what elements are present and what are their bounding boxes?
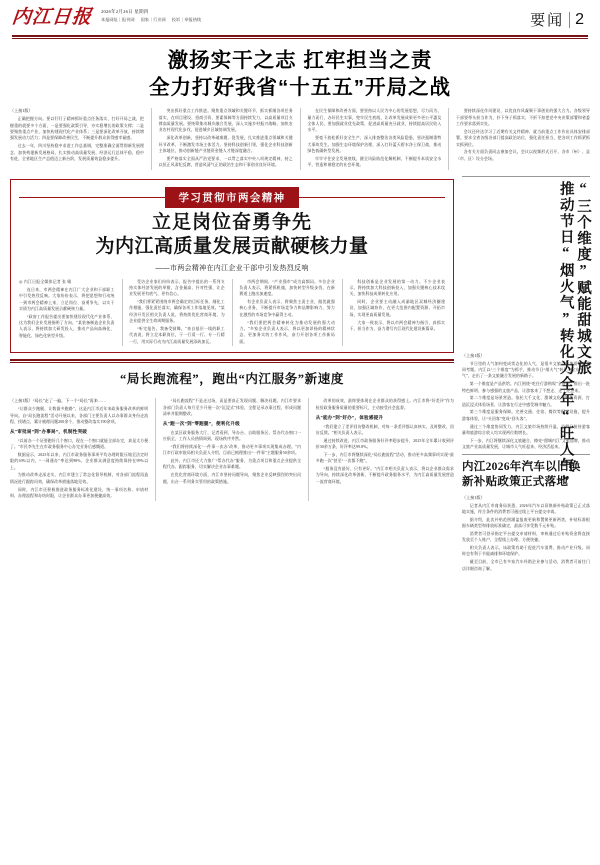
subhead: 从“跑一次”到“零跑腿”，便利化升级	[162, 421, 240, 427]
paragraph: 牢牢守住安全发展底线，健全风险防范化解机制，不断提升本质安全水平，营造和谐稳定的社会环境。	[307, 156, 442, 168]
column-rule	[122, 279, 123, 347]
column-rule	[155, 398, 156, 500]
lead-headline	[10, 38, 590, 108]
jump-note: （上接1版）	[462, 494, 485, 500]
paragraph: “以前办一个证要跑好几个窗口，现在一个窗口就能全部办完，真是太方便了。”市民李先生在市政务服务中心办完业务后感慨道。	[10, 438, 149, 450]
right-rail	[462, 172, 590, 573]
package-column-4	[349, 279, 445, 347]
banner-rule-right	[299, 197, 445, 198]
rail-vertical-headline-line1: “三个维度”赋能甜城文旅	[575, 180, 591, 376]
package-column-3	[239, 279, 335, 347]
masthead-link-2[interactable]: 国家｜行业网	[140, 16, 166, 22]
package-banner: 学习贯彻市两会精神	[165, 187, 298, 208]
column-rule	[448, 108, 449, 169]
paragraph: 连日来，市两会精神在内江广大企业和干部职工中引发热烈反响。大家纷纷表示，将把思想和行动统一到市两会精神上来，立足岗位、奋勇争先，以实干实绩为内江高质量发展贡献硬核力量。	[19, 288, 115, 311]
mid-rule	[10, 359, 454, 360]
column-rule	[342, 279, 343, 347]
paragraph: 第一个维度是产品供给。内江围绕“吃住行游购娱”全链条，推出一批特色鲜明、参与感强的文旅产品，让游客来了不想走、走了还想来。	[462, 382, 590, 393]
package-subheadline: ——市两会精神在内江企业干部中引发热烈反响	[155, 264, 309, 272]
paragraph: 大家一致表示，将以市两会精神为指引，真抓实干、担当作为，奋力谱写内江现代化建设新篇章。	[349, 320, 446, 331]
publication-date: 2026年2月26日 星期四	[101, 9, 149, 14]
masthead-meta	[101, 6, 206, 24]
lead-column-2	[159, 108, 293, 169]
paragraph: 受访企业家们纷纷表示，报告中提出的一系列支持实体经济发展的举措，含金量高、针对性强，让企业发展更有底气、更有信心。	[129, 279, 225, 297]
paragraph: 要毫不放松抓好安全生产，深入排查整治各类风险隐患，坚决遏制重特大事故发生。加强生态环境保护治理，深入打好蓝天碧水净土保卫战，推动绿色低碳转型发展。	[307, 136, 442, 153]
paragraph: 各有关方面负责同志参加会议。会议以视频形式召开，各市（州）、县（市、区）设分会场。	[455, 150, 591, 161]
byline: ◎ 内江日报全媒体记者 张 啸	[19, 278, 72, 284]
rail-vertical-headline-line2: 推动节日“烟火气”转化为全年“旺人气”	[557, 180, 574, 491]
paragraph: 正确把握方向。要以钉钉子精神抓好重点任务落实，打好开局之战，把握重的就要多个方面，一是要强化政策引导，夯实稳增长的政策支撑；二是要聚焦重点产业，加快构建现代化产业体系；三是要深化改革开放，持续增强发展动力活力；四是要保障改善民生，不断提升群众获得感幸福感。	[10, 117, 145, 141]
package-column-2	[129, 279, 225, 347]
page-number: 2	[575, 10, 584, 28]
jump-note: （上接1版）“局长”走了一遍，下一个“局长”再来……	[10, 398, 107, 404]
paragraph: 节日里的人气如何变成常态化的人气，是很多文旅目的地面临的共同考题。内江以“三个维度”为抓手，推动节日“烟火气”转化为全年“旺人气”，走出了一条文旅融合发展的新路子。	[462, 361, 590, 379]
paragraph: 下一步，内江市将继续深化“局长跑流程”活动，推动更多高频事项实现“最多跑一次”甚至“一次都不跑”。	[315, 452, 454, 464]
paragraph: 在某区政务服务大厅，记者看到，导办台、自助服务区、帮办代办窗口一应俱全，工作人员热情周到，现场秩序井然。	[162, 430, 302, 442]
paragraph: 同时，企业要主动融入成渝地区双城经济圈建设，加强区域协作，在更大范围内配置资源、开拓市场，实现更高质量发展。	[349, 300, 446, 317]
paragraph: 相关负责人表示，该政策有助于促进汽车消费、推动产业升级，同时也有利于节能减排和环境保护。	[462, 546, 590, 557]
secondary-article-body	[10, 398, 454, 500]
paragraph: 截至目前，全市已有多家汽车经销企业参与活动，消费者可前往门店详细咨询了解。	[462, 560, 590, 571]
column-rule	[308, 398, 309, 500]
paragraph: 消费者可登录指定平台提交申请材料，审核通过后补贴资金将直接发放至个人账户，全程线上办理、方便快捷。	[462, 531, 590, 543]
banner-rule-left	[19, 197, 165, 198]
paragraph: “我们将紧紧围绕市两会确定的目标任务，细化工作措施，强化责任落实，确保各项工作落地见效。”某经济开发区相关负责人说，将持续优化营商环境，为企业提供全生命周期服务。	[129, 300, 225, 324]
subhead: 从“审批局”到“办事局”，机制性突破	[10, 429, 88, 435]
jump-note: （上接1版）	[10, 108, 33, 114]
paragraph: 要持续深化作风建设，以优良作风凝聚干事创业的强大合力。各级领导干部要带头担当作为，扑下身子抓落实，不折不扣把党中央决策部署和省委工作要求落到实处。	[455, 109, 591, 127]
package-headline-2: 为内江高质量发展贡献硬核力量	[95, 236, 369, 258]
paragraph: 过去一年，四川坚持稳中求进工作总基调，完整准确全面贯彻新发展理念，加快构建新发展格局，扎实推动高质量发展，经济运行总体平稳、稳中有进，全省地区生产总值迈上新台阶，发展质量效益稳步提升。	[10, 144, 145, 161]
package-banner-row	[19, 187, 445, 208]
bottom-column-2	[163, 398, 301, 500]
paragraph: 通过持续改进，内江市政务服务好评率稳步提升，2025年全年累计收到评价30余万条，好评率达99.8%。	[315, 438, 454, 449]
paragraph: 在优化营商环境方面，内江市坚持问题导向，聚焦企业反映强烈的突出问题，出台一系列务实管用的政策措施。	[162, 473, 302, 484]
package-headline-1: 立足岗位奋勇争先	[151, 211, 312, 233]
package-column-1	[19, 279, 115, 347]
subhead: 从“能办”到“好办”，体验感提升	[315, 415, 384, 421]
paragraph: 据介绍，此次补贴范围涵盖报废更新和置换更新两类，补贴标准根据车辆类型和排放标准确定，最高可享受数千元补贴。	[462, 517, 590, 529]
masthead-link-3[interactable]: 投诉｜举报热线	[171, 16, 202, 22]
package-body	[19, 279, 445, 347]
column-rule	[151, 108, 152, 169]
rail-second-headline: 内江2026年汽车以旧换新补贴政策正式落地	[462, 461, 581, 489]
paragraph: “听完报告，我备受鼓舞。”来自基层一线的职工代表说，将立足本职岗位，干一行爱一行、专一行精一行，用实际行动为内江高质量发展添砖加瓦。	[129, 326, 225, 344]
featured-package	[10, 179, 454, 353]
paragraph: 有企业负责人表示，将聚焦主责主业，做优做强核心业务，不断提升市场竞争力和品牌影响力，努力在激烈的市场竞争中赢得主动。	[239, 300, 335, 317]
paragraph: 通过三个维度协同发力，内江文旅市场持续升温，节假日接待游客量和旅游综合收入均实现两位数增长。	[462, 424, 590, 435]
paragraph: “我们要把两会精神转化为推动发展的强大动力。”多家企业负责人表示，将以更加昂扬的精神状态、更加务实的工作作风，奋力开创各项工作新局面。	[239, 320, 335, 344]
paragraph: 第三个维度是服务保障。完善交通、住宿、餐饮等配套设施，提升游客体验，让“头回客”变成“回头客”。	[462, 410, 590, 421]
paragraph: 要严格落实全面从严治党要求，一以贯之落实中央八项规定精神，持之以恒正风肃纪反腐，营造风清气正的政治生态和干事创业良好环境。	[158, 156, 293, 168]
lead-column-1	[10, 108, 144, 169]
masthead-left	[12, 6, 206, 27]
paragraph: 在民生保障和改善方面，要坚持以人民为中心的发展思想，尽力而为、量力而行，办好民生实事，兜牢民生底线，让改革发展成果更多更公平惠及全体人民。要加强就业优先政策，促进高质量充分就业，持续提高居民收入水平。	[307, 109, 442, 133]
lead-headline-line1: 激扬实干之志 扛牢担当之责	[167, 49, 433, 73]
masthead-links	[101, 17, 206, 24]
lead-article-body	[10, 108, 590, 169]
paragraph: 突出抓好重点工作推进。聚焦重点领域和关键环节，抓实抓细各项任务落实，在项目建设、招商引资、要素保障等方面持续发力，以高质量项目支撑高质量发展。要统筹推动城乡融合发展，深入实施乡村振兴战略，加快农业农村现代化步伐，促进城乡区域协调发展。	[158, 109, 293, 133]
column-rule	[232, 279, 233, 347]
lead-column-4	[456, 108, 590, 169]
paragraph: “政府工作报告提出要加快建设现代化产业体系，这为我们企业发展指明了方向。”某装备制造企业负责人表示，将持续加大研发投入，推动产品向高端化、智能化、绿色化转型升级。	[19, 314, 115, 338]
paragraph: 此外，内江市还大力推广“帮办代办”服务，为重点项目和重点企业提供全程代办、跟踪服务，切实解决企业办事难题。	[162, 459, 302, 470]
masthead-divider	[569, 12, 570, 28]
paragraph: 同时，内江市还积极推进政务服务标准化建设，统一事项名称、申请材料、办理流程和办结时限，让企业群众办事更加便捷高效。	[10, 487, 149, 498]
masthead-link-1[interactable]: 本报网址｜报刊网	[101, 16, 135, 22]
paragraph: 深化改革创新，坚持以改革破难题、促发展，扎实推进重点领域和关键环节改革，不断激发市场主体活力。坚持科技创新引领，强化企业科技创新主体地位，推动创新链产业链资金链人才链深度融合。	[158, 136, 293, 153]
paragraph: 改革的成效，最终要体现在企业群众的获得感上。内江市将“好差评”作为检验政务服务质量的重要标尺，主动接受社会监督。	[315, 399, 454, 410]
paragraph: “服务没有最好，只有更好。”内江市相关负责人表示，将以企业群众需求为导向，持续深化改革创新，不断提升政务服务水平，为内江高质量发展营造一流营商环境。	[315, 466, 454, 484]
paragraph: “我们建立了差评回访整改机制，对每一条差评都认真核实、及时整改、回访反馈。”相关负责人表示。	[315, 424, 454, 435]
column-rule	[300, 108, 301, 169]
paragraph: 科技创新是企业发展的第一动力。不少企业表示，将持续加大科技创新投入，加强关键核心技术攻关，加快科技成果转化应用。	[349, 279, 446, 297]
masthead-rule	[12, 35, 588, 37]
rail-second-body	[462, 495, 590, 572]
paragraph: 会议还传达学习了近期有关文件精神，就当前重点工作作出具体安排部署。要求全省各级各部门提高政治站位，强化责任担当，把各项工作抓紧抓实抓到位。	[455, 129, 591, 147]
paragraph: 下一步，内江将继续深化文旅融合，擦亮“甜城内江”文旅品牌，推动文旅产业高质量发展，让城市人气旺起来、经济活起来。	[462, 438, 590, 450]
newspaper-logo: 内江日报	[10, 7, 94, 28]
secondary-headline: “局长跑流程”，跑出“内江服务”新速度	[120, 372, 344, 387]
paragraph: 第二个维度是场景营造。依托大千文化、甜城文化等特色资源，打造沉浸式体验场景，让游客在行走中感受城市魅力。	[462, 396, 590, 407]
paragraph: “局长跑流程”不是走过场，而是要真正发现问题、解决问题。内江市要求各部门负责人每月至少开展一次“沉浸式”体验，全程记录办事过程，形成问题清单并限期整改。	[162, 399, 302, 417]
paragraph: “让群众少跑腿、让数据多跑路”，这是内江市近年来政务服务改革的鲜明导向。自“局长跑流程”活动开展以来，各部门主要负责人以办事群众身份走流程、找堵点，累计梳理问题200余个，推动整改落实190余项。	[10, 407, 149, 425]
jump-note: （上接1版）	[462, 352, 485, 358]
rail-divider-top	[462, 176, 590, 177]
section-title: 要闻	[530, 13, 565, 29]
paragraph: 数据显示，2025年以来，内江市政务服务事项平均办理时限压缩至法定时限的30%以内，“一网通办”率达到98%，企业群众满意度持续保持在99%以上。	[10, 452, 149, 470]
paragraph: 为推动改革走深走实，内江市建立了常态化督导机制，对各部门流程再造情况进行跟踪问效，确保改革措施落地见效。	[10, 473, 149, 484]
masthead	[10, 0, 590, 34]
bottom-column-3	[316, 398, 454, 500]
bottom-column-1	[10, 398, 148, 500]
paragraph: 记者从内江市商务局获悉，2026年汽车以旧换新补贴政策已正式落地实施，符合条件的消费者可通过线上平台提交申请。	[462, 503, 590, 514]
lead-headline-line2: 全力打好我省“十五五”开局之战	[149, 76, 451, 100]
paragraph: 市两会期间，“产业强市”成为高频词。多位企业负责人表示，将紧抓机遇，加快转型升级步伐，在新赛道上跑出加速度。	[239, 279, 335, 297]
lead-column-3	[307, 108, 441, 169]
masthead-right	[530, 6, 588, 30]
paragraph: “我们将持续深化‘一件事一次办’改革，推动更多事项实现集成办理。”内江市行政审批局相关负责人介绍，目前已梳理推出“一件事”主题服务50余项。	[162, 444, 302, 456]
